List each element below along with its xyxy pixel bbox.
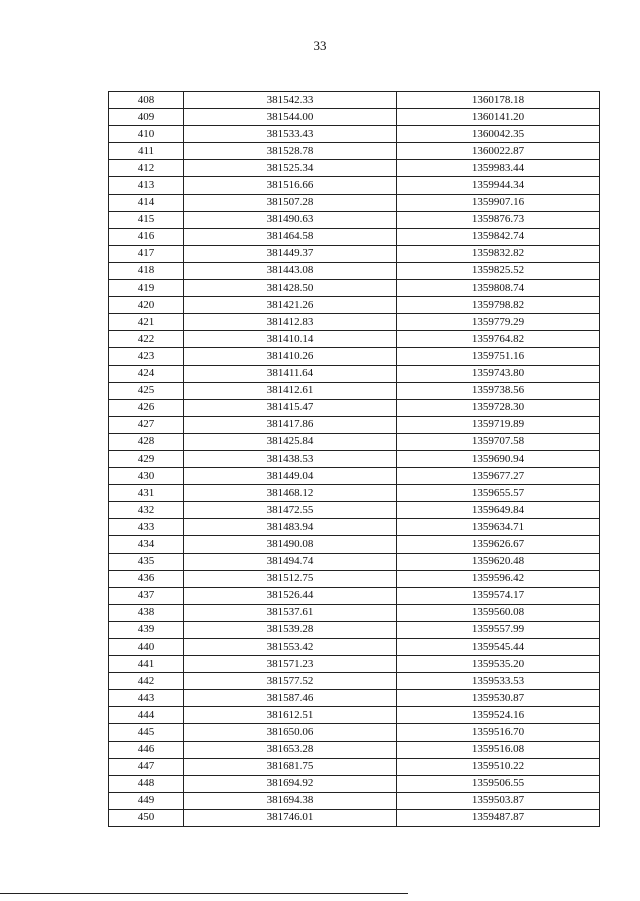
x-coordinate-cell: 381415.47 [184,399,397,416]
table-row [109,109,600,126]
y-coordinate-cell: 1360141.20 [397,109,600,126]
footer-rule [0,893,408,894]
table-row [109,416,600,433]
point-number-cell: 412 [109,160,184,177]
x-coordinate-cell: 381428.50 [184,280,397,297]
table-row [109,314,600,331]
point-number-cell: 435 [109,553,184,570]
table-row [109,690,600,707]
x-coordinate-cell: 381587.46 [184,690,397,707]
point-number-cell: 415 [109,211,184,228]
x-coordinate-cell: 381577.52 [184,673,397,690]
table-row [109,724,600,741]
x-coordinate-cell: 381746.01 [184,809,397,826]
x-coordinate-cell: 381650.06 [184,724,397,741]
point-number-cell: 434 [109,536,184,553]
x-coordinate-cell: 381438.53 [184,450,397,467]
x-coordinate-cell: 381516.66 [184,177,397,194]
table-row [109,399,600,416]
y-coordinate-cell: 1359944.34 [397,177,600,194]
point-number-cell: 447 [109,758,184,775]
table-row [109,177,600,194]
y-coordinate-cell: 1359545.44 [397,639,600,656]
point-number-cell: 424 [109,365,184,382]
x-coordinate-cell: 381494.74 [184,553,397,570]
point-number-cell: 411 [109,143,184,160]
table-row [109,143,600,160]
x-coordinate-cell: 381472.55 [184,502,397,519]
x-coordinate-cell: 381553.42 [184,639,397,656]
y-coordinate-cell: 1359649.84 [397,502,600,519]
point-number-cell: 421 [109,314,184,331]
table-row [109,280,600,297]
point-number-cell: 419 [109,280,184,297]
table-row [109,758,600,775]
x-coordinate-cell: 381412.83 [184,314,397,331]
y-coordinate-cell: 1359596.42 [397,570,600,587]
x-coordinate-cell: 381653.28 [184,741,397,758]
x-coordinate-cell: 381537.61 [184,604,397,621]
table-row [109,809,600,826]
y-coordinate-cell: 1359677.27 [397,468,600,485]
y-coordinate-cell: 1359808.74 [397,280,600,297]
table-row [109,485,600,502]
y-coordinate-cell: 1359620.48 [397,553,600,570]
y-coordinate-cell: 1359503.87 [397,792,600,809]
x-coordinate-cell: 381449.04 [184,468,397,485]
y-coordinate-cell: 1360022.87 [397,143,600,160]
y-coordinate-cell: 1359738.56 [397,382,600,399]
point-number-cell: 430 [109,468,184,485]
point-number-cell: 425 [109,382,184,399]
y-coordinate-cell: 1359530.87 [397,690,600,707]
y-coordinate-cell: 1359524.16 [397,707,600,724]
table-row [109,775,600,792]
point-number-cell: 437 [109,587,184,604]
point-number-cell: 444 [109,707,184,724]
x-coordinate-cell: 381421.26 [184,297,397,314]
page-number: 33 [313,38,327,53]
table-row [109,194,600,211]
table-row [109,126,600,143]
x-coordinate-cell: 381490.08 [184,536,397,553]
table-row [109,570,600,587]
coordinates-table-body [109,92,600,827]
table-row [109,604,600,621]
x-coordinate-cell: 381694.92 [184,775,397,792]
point-number-cell: 428 [109,433,184,450]
y-coordinate-cell: 1359707.58 [397,433,600,450]
point-number-cell: 413 [109,177,184,194]
point-number-cell: 446 [109,741,184,758]
table-row [109,382,600,399]
point-number-cell: 409 [109,109,184,126]
x-coordinate-cell: 381533.43 [184,126,397,143]
point-number-cell: 426 [109,399,184,416]
y-coordinate-cell: 1359535.20 [397,656,600,673]
x-coordinate-cell: 381464.58 [184,228,397,245]
y-coordinate-cell: 1359690.94 [397,450,600,467]
table-row [109,297,600,314]
x-coordinate-cell: 381512.75 [184,570,397,587]
y-coordinate-cell: 1360042.35 [397,126,600,143]
table-row [109,553,600,570]
y-coordinate-cell: 1359842.74 [397,228,600,245]
table-row [109,331,600,348]
point-number-cell: 442 [109,673,184,690]
x-coordinate-cell: 381411.64 [184,365,397,382]
x-coordinate-cell: 381571.23 [184,656,397,673]
y-coordinate-cell: 1359719.89 [397,416,600,433]
coordinates-table [108,91,600,827]
x-coordinate-cell: 381542.33 [184,92,397,109]
x-coordinate-cell: 381425.84 [184,433,397,450]
y-coordinate-cell: 1359557.99 [397,621,600,638]
x-coordinate-cell: 381694.38 [184,792,397,809]
table-row [109,450,600,467]
point-number-cell: 450 [109,809,184,826]
table-row [109,433,600,450]
y-coordinate-cell: 1359743.80 [397,365,600,382]
y-coordinate-cell: 1359832.82 [397,245,600,262]
point-number-cell: 429 [109,450,184,467]
x-coordinate-cell: 381528.78 [184,143,397,160]
point-number-cell: 431 [109,485,184,502]
x-coordinate-cell: 381443.08 [184,262,397,279]
y-coordinate-cell: 1359825.52 [397,262,600,279]
point-number-cell: 422 [109,331,184,348]
table-row [109,348,600,365]
point-number-cell: 443 [109,690,184,707]
point-number-cell: 433 [109,519,184,536]
point-number-cell: 427 [109,416,184,433]
x-coordinate-cell: 381468.12 [184,485,397,502]
y-coordinate-cell: 1359516.08 [397,741,600,758]
y-coordinate-cell: 1359516.70 [397,724,600,741]
x-coordinate-cell: 381412.61 [184,382,397,399]
y-coordinate-cell: 1359574.17 [397,587,600,604]
table-row [109,468,600,485]
table-row [109,502,600,519]
x-coordinate-cell: 381539.28 [184,621,397,638]
y-coordinate-cell: 1359626.67 [397,536,600,553]
x-coordinate-cell: 381490.63 [184,211,397,228]
y-coordinate-cell: 1359764.82 [397,331,600,348]
x-coordinate-cell: 381483.94 [184,519,397,536]
table-row [109,792,600,809]
y-coordinate-cell: 1359983.44 [397,160,600,177]
x-coordinate-cell: 381525.34 [184,160,397,177]
y-coordinate-cell: 1359487.87 [397,809,600,826]
x-coordinate-cell: 381544.00 [184,109,397,126]
x-coordinate-cell: 381410.26 [184,348,397,365]
point-number-cell: 408 [109,92,184,109]
point-number-cell: 440 [109,639,184,656]
y-coordinate-cell: 1359533.53 [397,673,600,690]
table-row [109,741,600,758]
point-number-cell: 439 [109,621,184,638]
y-coordinate-cell: 1359634.71 [397,519,600,536]
x-coordinate-cell: 381410.14 [184,331,397,348]
table-row [109,536,600,553]
table-row [109,621,600,638]
y-coordinate-cell: 1359798.82 [397,297,600,314]
x-coordinate-cell: 381681.75 [184,758,397,775]
point-number-cell: 441 [109,656,184,673]
y-coordinate-cell: 1359510.22 [397,758,600,775]
table-row [109,519,600,536]
table-row [109,707,600,724]
point-number-cell: 414 [109,194,184,211]
table-row [109,245,600,262]
point-number-cell: 417 [109,245,184,262]
table-row [109,92,600,109]
y-coordinate-cell: 1359751.16 [397,348,600,365]
y-coordinate-cell: 1359655.57 [397,485,600,502]
x-coordinate-cell: 381612.51 [184,707,397,724]
table-row [109,639,600,656]
point-number-cell: 436 [109,570,184,587]
y-coordinate-cell: 1359728.30 [397,399,600,416]
table-row [109,365,600,382]
point-number-cell: 410 [109,126,184,143]
y-coordinate-cell: 1359560.08 [397,604,600,621]
table-row [109,673,600,690]
x-coordinate-cell: 381417.86 [184,416,397,433]
point-number-cell: 445 [109,724,184,741]
point-number-cell: 420 [109,297,184,314]
table-row [109,211,600,228]
point-number-cell: 449 [109,792,184,809]
point-number-cell: 416 [109,228,184,245]
point-number-cell: 448 [109,775,184,792]
x-coordinate-cell: 381449.37 [184,245,397,262]
table-row [109,262,600,279]
y-coordinate-cell: 1359779.29 [397,314,600,331]
y-coordinate-cell: 1359506.55 [397,775,600,792]
y-coordinate-cell: 1359876.73 [397,211,600,228]
point-number-cell: 418 [109,262,184,279]
table-row [109,160,600,177]
table-row [109,228,600,245]
y-coordinate-cell: 1360178.18 [397,92,600,109]
point-number-cell: 432 [109,502,184,519]
table-row [109,587,600,604]
x-coordinate-cell: 381507.28 [184,194,397,211]
table-row [109,656,600,673]
point-number-cell: 423 [109,348,184,365]
point-number-cell: 438 [109,604,184,621]
y-coordinate-cell: 1359907.16 [397,194,600,211]
x-coordinate-cell: 381526.44 [184,587,397,604]
